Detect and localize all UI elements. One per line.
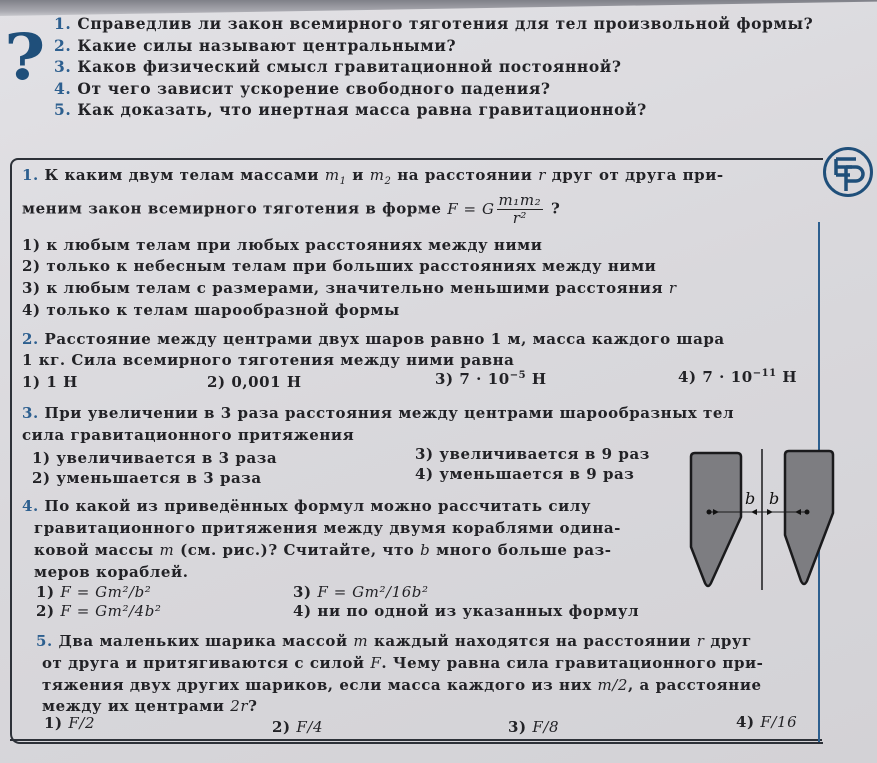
q4-option-1[interactable]: 1) F = Gm²/b² [36, 583, 152, 601]
question-mark-icon: ? [4, 20, 46, 95]
q2-option-2[interactable]: 2) 0,001 Н [207, 373, 302, 391]
review-question-2: 2. Какие силы называют центральными? [54, 35, 457, 55]
test-question-5-line-4: между их центрами 2r? [42, 697, 258, 715]
q3-option-4[interactable]: 4) уменьшается в 9 раз [415, 465, 635, 483]
test-frame-bottom [10, 739, 822, 741]
q3-option-1[interactable]: 1) увеличивается в 3 раза [32, 449, 278, 467]
q1-option-1[interactable]: 1) к любым телам при любых расстояниях между ними [22, 236, 543, 254]
review-question-4: 4. От чего зависит ускорение свободного падения? [54, 78, 551, 98]
q3-option-2[interactable]: 2) уменьшается в 3 раза [32, 469, 262, 487]
test-question-1-line-2: меним закон всемирного тяготения в форме F = G $\frac{\text{m₁m₂}}{\text{r²}}$ ? [22, 191, 561, 227]
test-question-3: 3. При увеличении в 3 раза расстояния между центрами шарообразных тел [22, 404, 735, 422]
q4-option-3[interactable]: 3) F = Gm²/16b² [293, 583, 429, 601]
q2-option-4[interactable]: 4) $7 \cdot 10^{-11}$ Н [678, 368, 798, 386]
test-question-5-line-3: тяжения двух других шариков, если масса каждого из них m/2, а расстояние [42, 676, 762, 694]
q5-option-1[interactable]: 1) F/2 [44, 714, 96, 732]
q5-option-3[interactable]: 3) F/8 [508, 718, 560, 736]
right-ship-icon [785, 451, 833, 584]
test-question-4-line-4: меров кораблей. [34, 563, 189, 581]
test-question-4-line-3: ковой массы m (см. рис.)? Считайте, что b много больше раз- [34, 541, 612, 559]
var-m2: $m_2$ [369, 166, 392, 187]
review-question-3: 3. Каков физический смысл гравитационной постоянной? [54, 57, 622, 76]
svg-text:b: b [745, 489, 756, 508]
q1-option-4[interactable]: 4) только к телам шарообразной формы [22, 301, 400, 319]
review-question-1: 1. Справедлив ли закон всемирного тяготения для тел произвольной формы? [54, 14, 814, 33]
q2-option-1[interactable]: 1) 1 Н [22, 373, 78, 391]
svg-text:b: b [769, 489, 780, 508]
test-question-5: 5. Два маленьких шарика массой m каждый находятся на расстоянии r друг [36, 632, 752, 650]
test-question-4: 4. По какой из приведённых формул можно рассчитать силу [22, 497, 592, 515]
q1-option-2[interactable]: 2) только к небесным телам при больших расстояниях между ними [22, 257, 657, 275]
publisher-logo-icon [823, 147, 873, 197]
test-question-2-line-2: 1 кг. Сила всемирного тяготения между ними равна [22, 351, 515, 369]
review-question-5: 5. Как доказать, что инертная масса равна гравитационной? [54, 100, 647, 119]
q5-option-2[interactable]: 2) F/4 [272, 718, 324, 736]
test-question-4-line-2: гравитационного притяжения между двумя кораблями одина- [34, 519, 621, 537]
test-question-3-line-2: сила гравитационного притяжения [22, 426, 355, 444]
q4-option-2[interactable]: 2) F = Gm²/4b² [36, 602, 162, 620]
var-m1: $m_1$ [324, 166, 347, 187]
q5-option-4[interactable]: 4) F/16 [736, 713, 798, 731]
test-question-1: 1. К каким двум телам массами $m_1$ и $m_2$ на расстоянии r друг от друга при- [22, 166, 724, 187]
gravity-formula: F = G $\frac{\text{m₁m₂}}{\text{r²}}$ [447, 191, 542, 227]
test-question-5-line-2: от друга и притягиваются с силой F. Чему равна сила гравитационного при- [42, 654, 764, 672]
left-ship-icon [691, 453, 741, 586]
review-questions [54, 13, 813, 121]
q1-option-3[interactable]: 3) к любым телам с размерами, значительно меньшими расстояния r [22, 279, 677, 297]
two-ships-diagram [683, 447, 863, 601]
q2-option-3[interactable]: 3) $7 \cdot 10^{-5}$ Н [435, 370, 547, 388]
test-question-2: 2. Расстояние между центрами двух шаров равно 1 м, масса каждого шара [22, 330, 725, 348]
q3-option-3[interactable]: 3) увеличивается в 9 раз [415, 445, 650, 463]
q4-option-4[interactable]: 4) ни по одной из указанных формул [293, 602, 640, 620]
